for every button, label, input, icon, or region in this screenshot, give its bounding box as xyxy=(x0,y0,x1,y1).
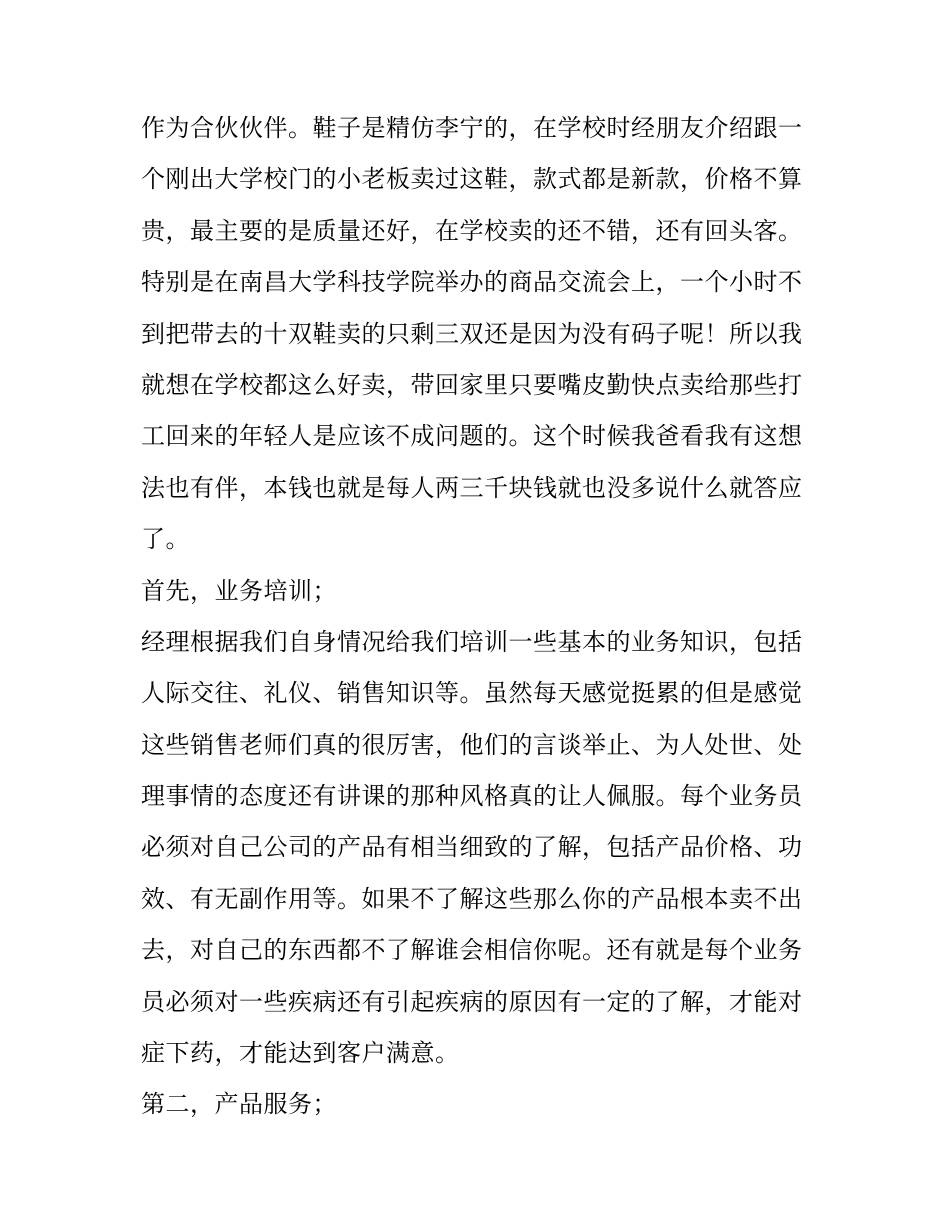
text-line: 去，对自己的东西都不了解谁会相信你呢。还有就是每个业务 xyxy=(141,936,803,965)
text-line: 人际交往、礼仪、销售知识等。虽然每天感觉挺累的但是感觉 xyxy=(141,679,803,708)
text-line: 就想在学校都这么好卖，带回家里只要嘴皮勤快点卖给那些打 xyxy=(141,370,803,399)
text-line: 到把带去的十双鞋卖的只剩三双还是因为没有码子呢！所以我 xyxy=(141,319,803,348)
text-line: 贵，最主要的是质量还好，在学校卖的还不错，还有回头客。 xyxy=(141,216,803,245)
text-line: 个刚出大学校门的小老板卖过这鞋，款式都是新款，价格不算 xyxy=(141,165,803,194)
text-line: 效、有无副作用等。如果不了解这些那么你的产品根本卖不出 xyxy=(141,884,803,913)
text-line: 理事情的态度还有讲课的那种风格真的让人佩服。每个业务员 xyxy=(141,782,803,811)
section-heading: 首先，业务培训； xyxy=(141,576,337,605)
text-line: 症下药，才能达到客户满意。 xyxy=(141,1039,460,1068)
text-line: 员必须对一些疾病还有引起疾病的原因有一定的了解，才能对 xyxy=(141,987,803,1016)
text-line: 作为合伙伙伴。鞋子是精仿李宁的，在学校时经朋友介绍跟一 xyxy=(141,114,803,142)
text-line: 经理根据我们自身情况给我们培训一些基本的业务知识，包括 xyxy=(141,627,803,656)
text-line: 必须对自己公司的产品有相当细致的了解，包括产品价格、功 xyxy=(141,833,803,862)
text-line: 法也有伴，本钱也就是每人两三千块钱就也没多说什么就答应 xyxy=(141,473,803,502)
text-line: 这些销售老师们真的很厉害，他们的言谈举止、为人处世、处 xyxy=(141,730,803,759)
section-heading: 第二，产品服务； xyxy=(141,1090,337,1119)
text-line: 了。 xyxy=(141,525,190,554)
body-text xyxy=(141,103,821,1131)
text-line: 特别是在南昌大学科技学院举办的商品交流会上，一个小时不 xyxy=(141,268,803,297)
text-line: 工回来的年轻人是应该不成问题的。这个时候我爸看我有这想 xyxy=(141,422,803,451)
